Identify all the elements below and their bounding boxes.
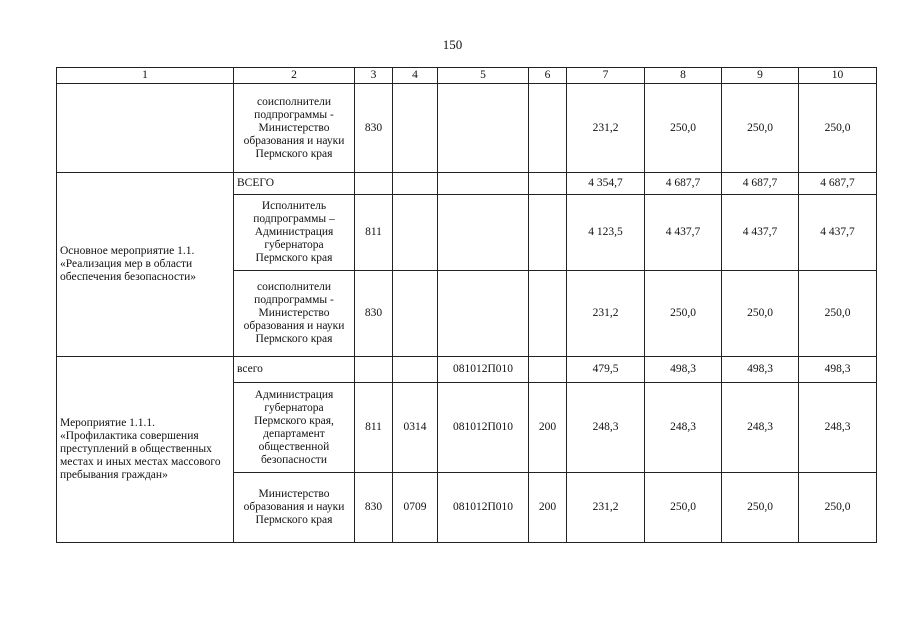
amount-cell: 231,2	[567, 271, 645, 357]
amount-cell: 250,0	[722, 271, 799, 357]
amount-cell: 250,0	[645, 473, 722, 543]
amount-cell: 4 437,7	[645, 195, 722, 271]
amount-cell: 248,3	[645, 383, 722, 473]
amount-cell: 250,0	[799, 473, 877, 543]
section-cell: 0314	[393, 383, 438, 473]
amount-cell: 498,3	[799, 357, 877, 383]
target-code-cell: 081012П010	[438, 383, 529, 473]
program-cell: Мероприятие 1.1.1. «Профилактика совершения преступлений в общественных местах и иных местах массового пребывания граждан»	[57, 357, 234, 543]
program-cell: Основное мероприятие 1.1. «Реализация мер в области обеспечения безопасности»	[57, 173, 234, 357]
expense-type-cell: 200	[529, 383, 567, 473]
column-header: 3	[355, 68, 393, 84]
expense-type-cell	[529, 195, 567, 271]
amount-cell: 231,2	[567, 84, 645, 173]
column-header: 2	[234, 68, 355, 84]
table-row	[57, 357, 877, 383]
section-cell	[393, 357, 438, 383]
grbs-cell: 811	[355, 195, 393, 271]
amount-cell: 250,0	[722, 473, 799, 543]
grbs-cell	[355, 357, 393, 383]
amount-cell: 4 354,7	[567, 173, 645, 195]
program-cell	[57, 84, 234, 173]
section-cell: 0709	[393, 473, 438, 543]
grbs-cell: 830	[355, 473, 393, 543]
grbs-cell: 830	[355, 84, 393, 173]
column-header: 1	[57, 68, 234, 84]
amount-cell: 248,3	[722, 383, 799, 473]
target-code-cell	[438, 173, 529, 195]
section-cell	[393, 271, 438, 357]
amount-cell: 250,0	[645, 84, 722, 173]
amount-cell: 250,0	[799, 271, 877, 357]
expense-type-cell: 200	[529, 473, 567, 543]
target-code-cell: 081012П010	[438, 357, 529, 383]
grbs-cell	[355, 173, 393, 195]
section-cell	[393, 84, 438, 173]
expense-type-cell	[529, 84, 567, 173]
target-code-cell: 081012П010	[438, 473, 529, 543]
grbs-cell: 830	[355, 271, 393, 357]
expense-type-cell	[529, 357, 567, 383]
target-code-cell	[438, 84, 529, 173]
expense-type-cell	[529, 271, 567, 357]
amount-cell: 4 687,7	[722, 173, 799, 195]
amount-cell: 4 123,5	[567, 195, 645, 271]
amount-cell: 250,0	[722, 84, 799, 173]
page-number: 150	[442, 37, 463, 52]
section-cell	[393, 173, 438, 195]
amount-cell: 4 437,7	[722, 195, 799, 271]
amount-cell: 4 687,7	[799, 173, 877, 195]
amount-cell: 248,3	[799, 383, 877, 473]
amount-cell: 4 687,7	[645, 173, 722, 195]
table-row	[57, 84, 877, 173]
amount-cell: 498,3	[722, 357, 799, 383]
column-header: 7	[567, 68, 645, 84]
column-header: 5	[438, 68, 529, 84]
expense-type-cell	[529, 173, 567, 195]
executor-cell: Администрация губернатора Пермского края, департамент общественной безопасности	[234, 383, 355, 473]
amount-cell: 479,5	[567, 357, 645, 383]
amount-cell: 231,2	[567, 473, 645, 543]
column-number-row	[57, 68, 877, 84]
column-header: 8	[645, 68, 722, 84]
budget-table	[56, 67, 877, 543]
executor-cell: Исполнитель подпрограммы – Администрация губернатора Пермского края	[234, 195, 355, 271]
table-row	[57, 173, 877, 195]
section-cell	[393, 195, 438, 271]
column-header: 9	[722, 68, 799, 84]
amount-cell: 250,0	[799, 84, 877, 173]
grbs-cell: 811	[355, 383, 393, 473]
amount-cell: 248,3	[567, 383, 645, 473]
column-header: 4	[393, 68, 438, 84]
executor-cell: соисполнители подпрограммы - Министерство образования и науки Пермского края	[234, 84, 355, 173]
executor-cell: всего	[234, 357, 355, 383]
target-code-cell	[438, 195, 529, 271]
column-header: 6	[529, 68, 567, 84]
amount-cell: 250,0	[645, 271, 722, 357]
executor-cell: ВСЕГО	[234, 173, 355, 195]
amount-cell: 498,3	[645, 357, 722, 383]
amount-cell: 4 437,7	[799, 195, 877, 271]
column-header: 10	[799, 68, 877, 84]
executor-cell: Министерство образования и науки Пермского края	[234, 473, 355, 543]
executor-cell: соисполнители подпрограммы - Министерство образования и науки Пермского края	[234, 271, 355, 357]
target-code-cell	[438, 271, 529, 357]
